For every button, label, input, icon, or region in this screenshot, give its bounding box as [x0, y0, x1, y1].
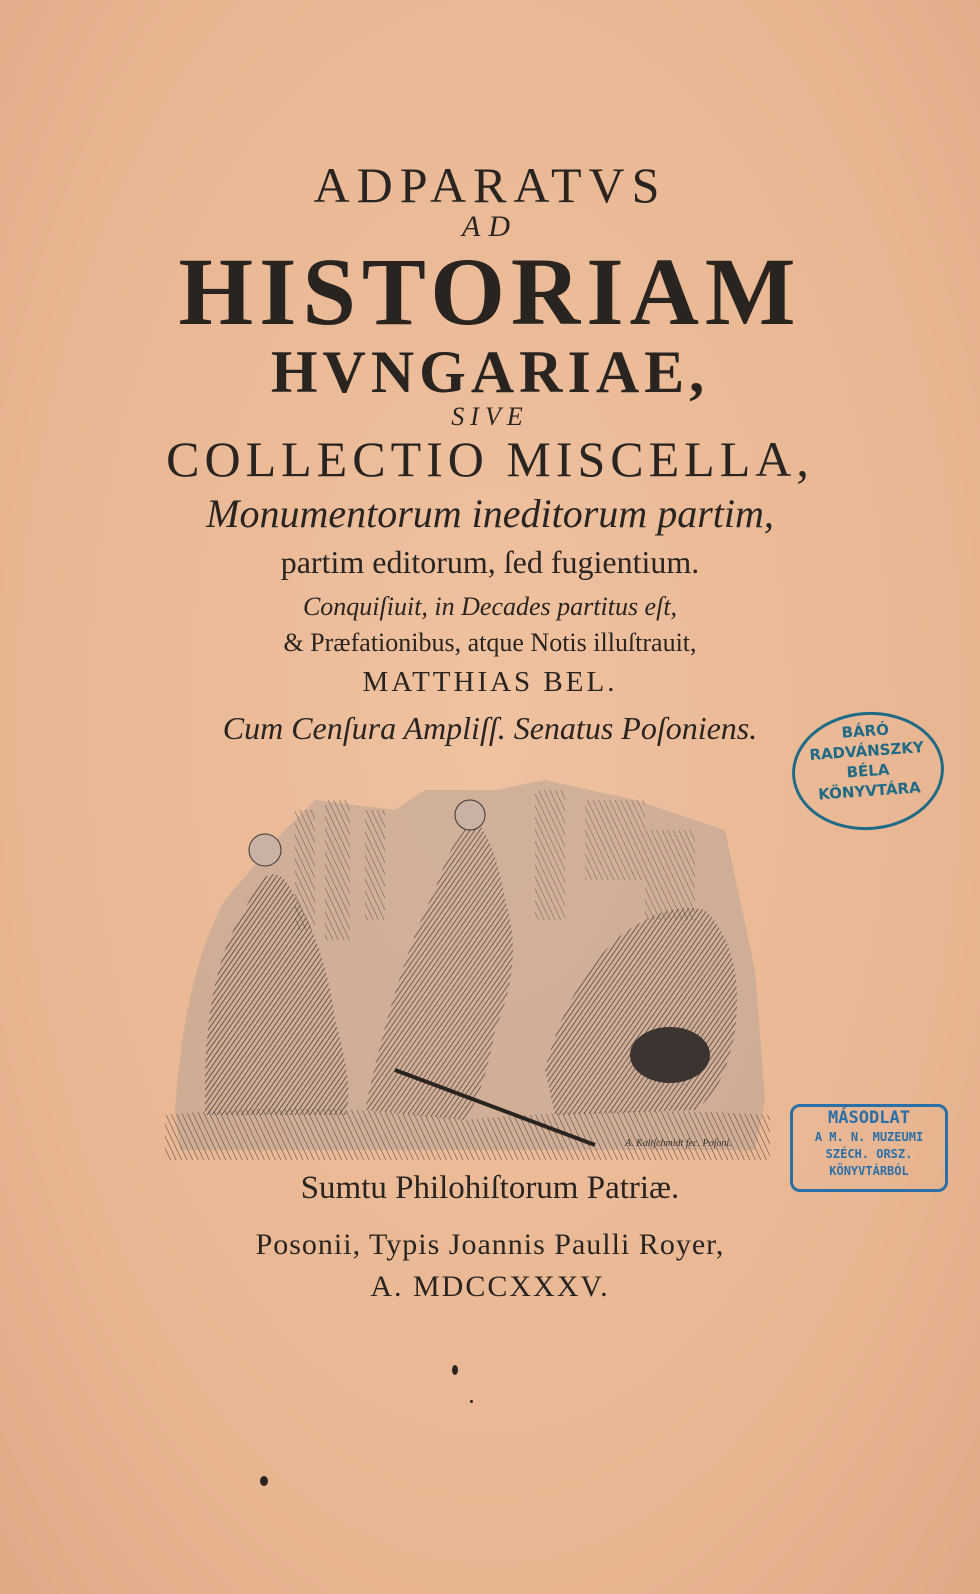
- subtitle-praefationibus: & Præfationibus, atque Notis illuſtrauit,: [283, 628, 697, 657]
- engraving-figure-head: [249, 834, 281, 866]
- engraving-urn: [630, 1027, 710, 1083]
- stamp-text: BÉLA: [845, 760, 890, 782]
- title-line-collectio: COLLECTIO MISCELLA,: [166, 431, 814, 487]
- title-line-adparatus: ADPARATVS: [313, 157, 667, 213]
- sumptu-line: Sumtu Philohiſtorum Patriæ.: [300, 1170, 680, 1206]
- allegorical-engraving: [165, 770, 770, 1160]
- engraving-ruins-left: [295, 800, 385, 940]
- author-name: MATTHIAS BEL.: [362, 666, 618, 698]
- stamp-text: RADVÁNSZKY: [808, 738, 925, 765]
- stamp-text: SZÉCH. ORSZ.: [825, 1147, 913, 1161]
- duplicate-stamp-museum: [790, 1104, 948, 1192]
- imprint-line: Posonii, Typis Joannis Paulli Royer,: [255, 1228, 725, 1261]
- year-line: A. MDCCXXXV.: [370, 1270, 610, 1303]
- title-line-sive: SIVE: [451, 402, 529, 431]
- title-line-historiam: HISTORIAM: [178, 238, 802, 345]
- subtitle-partim: partim editorum, ſed fugientium.: [280, 544, 700, 580]
- stamp-text: A M. N. MUZEUMI: [814, 1130, 924, 1144]
- ink-spot: [452, 1365, 458, 1375]
- ink-spot: [470, 1400, 473, 1403]
- stamp-text: MÁSODLAT: [828, 1108, 910, 1128]
- subtitle-monumentorum: Monumentorum ineditorum partim,: [206, 491, 774, 536]
- stamp-text: KÖNYVTÁRA: [817, 778, 922, 804]
- engraver-signature: A. Kaltſchmidt fec. Poſoni.: [625, 1138, 732, 1149]
- ink-spot: [260, 1476, 268, 1486]
- stamp-text: BÁRÓ: [840, 720, 890, 742]
- engraving-mercury-head: [455, 800, 485, 830]
- library-stamp-radvanszky: [788, 707, 948, 835]
- title-line-ad: AD: [462, 210, 518, 243]
- subtitle-conquisiuit: Conquiſiuit, in Decades partitus eſt,: [302, 592, 678, 621]
- censura-line: Cum Cenſura Ampliſſ. Senatus Poſoniens.: [222, 710, 758, 746]
- title-line-hungariae: HVNGARIAE,: [270, 339, 710, 405]
- stamp-text: KÖNYVTÁRBÓL: [829, 1164, 909, 1178]
